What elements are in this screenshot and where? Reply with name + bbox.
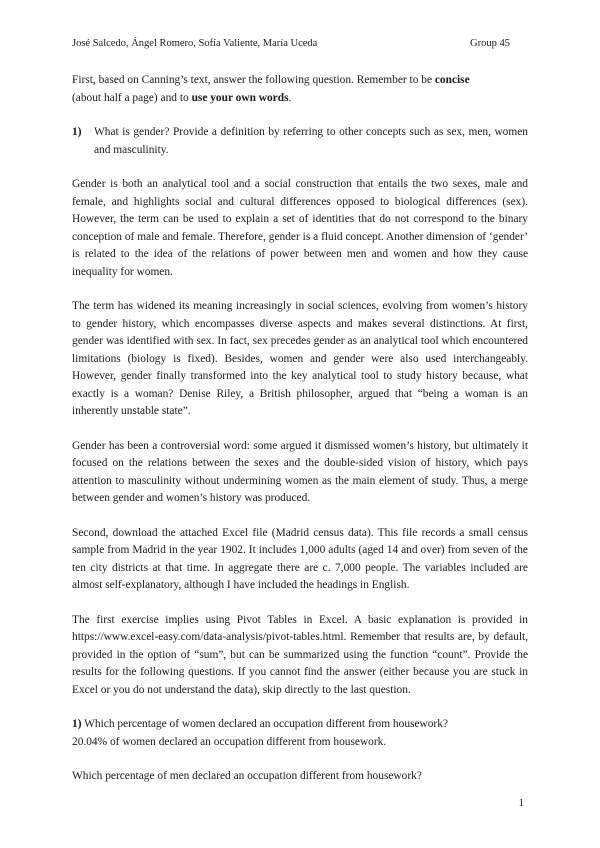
- question-2: [72, 716, 528, 734]
- intro-text-1: First, based on Canning’s text, answer the following question. Remember to be: [72, 74, 435, 86]
- instructions-paragraph-pivot: The first exercise implies using Pivot Tables in Excel. A basic explanation is provided in https://www.excel-easy.com/data-analysis/pivot-tables.html. Remember that results are, by default, provided in the option of “sum”, but can be summarized using the function “count”. Provide the results for the following questions. If you cannot find the answer (either because you are stuck in Excel or you do not understand the data), skip directly to the last question.: [72, 613, 528, 696]
- question-1-number: 1): [72, 126, 82, 138]
- question-2-number: 1): [72, 718, 82, 730]
- instructions-paragraph-excel: Second, download the attached Excel file (Madrid census data). This file records a small census sample from Madrid in the year 1902. It includes 1,000 adults (aged 14 and over) from seven of the ten city districts at that time. In aggregate there are c. 7,000 people. The variables included are almost self-explanatory, although I have included the headings in English.: [72, 526, 528, 591]
- question-3: Which percentage of men declared an occupation different from housework?: [72, 770, 422, 782]
- intro-bold-concise: concise: [434, 74, 470, 86]
- answer-paragraph-1: Gender is both an analytical tool and a social construction that entails the two sexes, male and female, and highlights social and cultural differences opposed to biological differences (sex). However, the term can be used to explain a set of identities that do not correspond to the binary conception of male and female. Therefore, gender is a fluid concept. Another dimension of ‘gender’ is related to the idea of the relations of power between men and women and how they cause inequality for women.: [72, 178, 528, 278]
- intro-bold-own-words: use your own words: [191, 91, 289, 104]
- question-2-text: Which percentage of women declared an occupation different from housework?: [84, 718, 448, 730]
- page-number: 1: [518, 797, 524, 809]
- intro-text-2: (about half a page) and to: [72, 91, 192, 104]
- document-body: [72, 72, 528, 786]
- question-1: [72, 124, 528, 159]
- question-2-answer: [72, 734, 528, 752]
- answer-paragraph-3: Gender has been a controversial word: some argued it dismissed women’s history, but ultimately it focused on the relations between the sexes and the double-sided vision of history, which pays attention to masculinity without undermining women as the main element of study. Thus, a merge between gender and women’s history was produced.: [72, 439, 528, 504]
- answer-paragraph-2: The term has widened its meaning increasingly in social sciences, evolving from women’s history to gender history, which encompasses diverse aspects and makes several distinctions. At first, gender was identified with sex. In fact, sex precedes gender as an analytical tool which encountered limitations (biology is fixed). Besides, women and gender were also used interchangeably. However, gender finally transformed into the key analytical tool to study history because, what exactly is a woman? Denise Riley, a British philosopher, argued that “being a woman is an inherently unstable state”.: [72, 300, 528, 417]
- page-header: [72, 38, 528, 54]
- question-2-answer-text: % of women declared an occupation different from housework.: [97, 735, 387, 748]
- intro-paragraph: [72, 72, 528, 107]
- question-1-text: What is gender? Provide a definition by referring to other concepts such as sex, men, women and masculinity.: [94, 126, 528, 156]
- intro-text-3: .: [288, 91, 292, 104]
- header-authors: José Salcedo, Ángel Romero, Sofía Valiente, María Uceda: [72, 38, 318, 49]
- question-2-answer-value: 20.04: [72, 735, 98, 748]
- header-group: Group 45: [470, 38, 510, 49]
